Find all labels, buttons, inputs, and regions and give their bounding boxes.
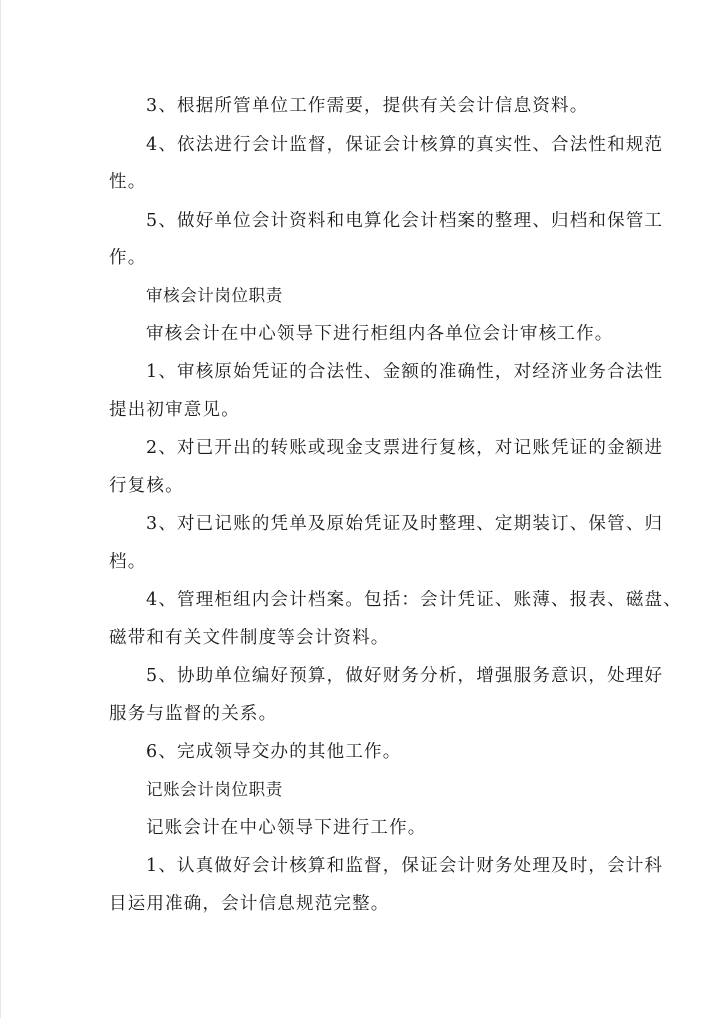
paragraph-line: 5、做好单位会计资料和电算化会计档案的整理、归档和保管工 xyxy=(146,211,664,231)
paragraph-line: 记账会计在中心领导下进行工作。 xyxy=(146,818,427,838)
paragraph-line: 服务与监督的关系。 xyxy=(109,704,278,724)
section-heading: 审核会计岗位职责 xyxy=(146,286,283,305)
paragraph-line: 1、认真做好会计核算和监督，保证会计财务处理及时，会计科 xyxy=(146,856,664,876)
paragraph-line: 提出初审意见。 xyxy=(109,400,240,420)
paragraph-line: 磁带和有关文件制度等会计资料。 xyxy=(109,628,390,648)
paragraph-line: 5、协助单位编好预算，做好财务分析，增强服务意识，处理好 xyxy=(146,666,664,686)
paragraph-line: 6、完成领导交办的其他工作。 xyxy=(146,742,402,762)
paragraph-line: 作。 xyxy=(109,248,147,268)
paragraph-line: 审核会计在中心领导下进行柜组内各单位会计审核工作。 xyxy=(146,324,614,344)
paragraph-line: 4、管理柜组内会计档案。包括：会计凭证、账薄、报表、磁盘、 xyxy=(146,590,682,610)
paragraph-line: 4、依法进行会计监督，保证会计核算的真实性、合法性和规范 xyxy=(146,135,664,155)
paragraph-line: 2、对已开出的转账或现金支票进行复核，对记账凭证的金额进 xyxy=(146,438,664,458)
paragraph-line: 性。 xyxy=(109,172,147,192)
paragraph-line: 3、根据所管单位工作需要，提供有关会计信息资料。 xyxy=(146,96,589,116)
paragraph-line: 行复核。 xyxy=(109,476,184,496)
paragraph-line: 档。 xyxy=(109,552,147,572)
paragraph-line: 1、审核原始凭证的合法性、金额的准确性，对经济业务合法性 xyxy=(146,362,664,382)
section-heading: 记账会计岗位职责 xyxy=(146,780,283,799)
paragraph-line: 3、对已记账的凭单及原始凭证及时整理、定期装订、保管、归 xyxy=(146,514,664,534)
paragraph-line: 目运用准确，会计信息规范完整。 xyxy=(109,894,390,914)
